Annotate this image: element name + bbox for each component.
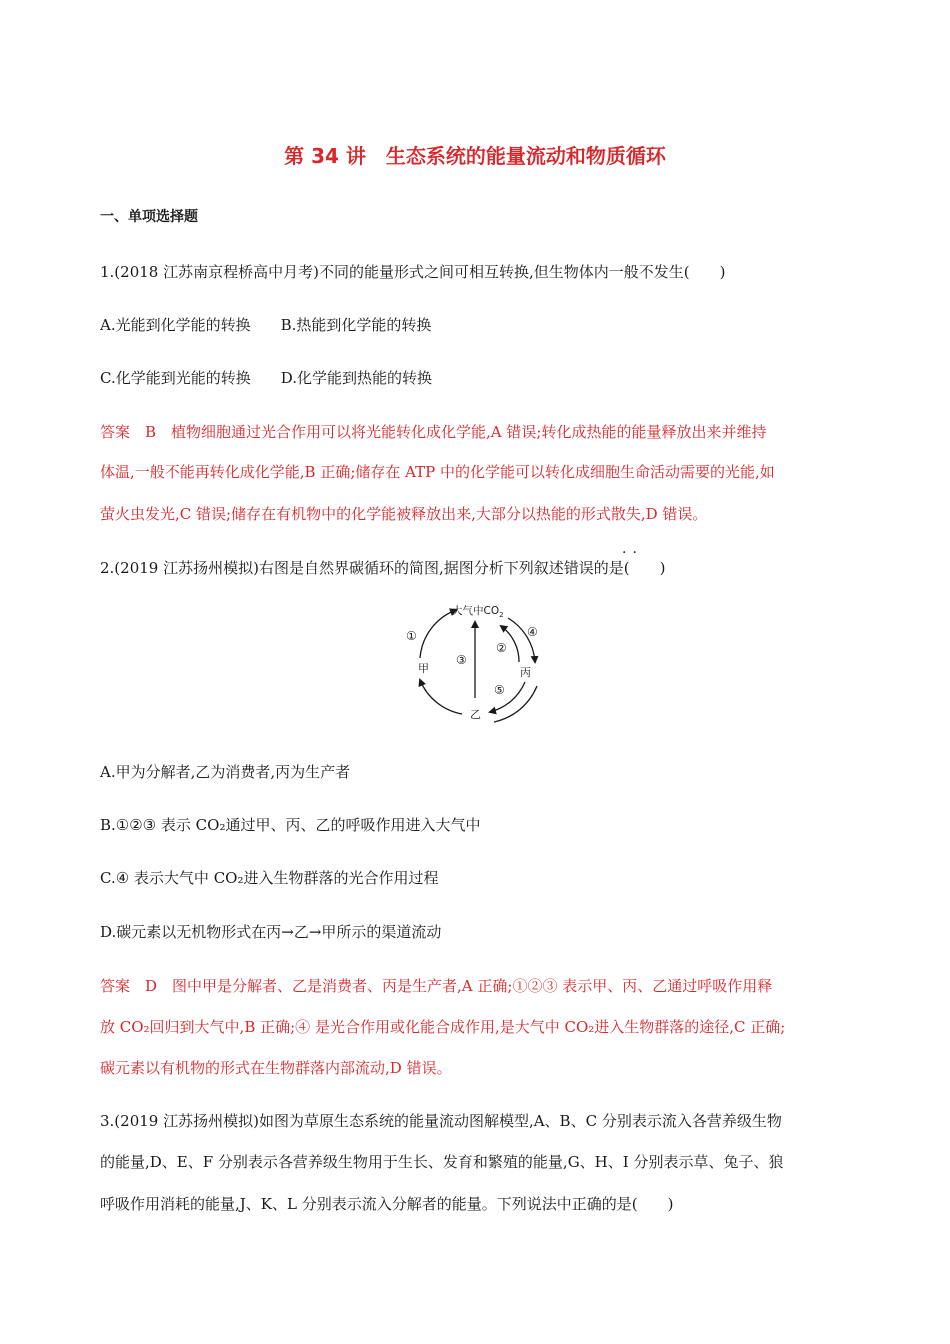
question-2-stem: 2.(2019 江苏扬州模拟)右图是自然界碳循环的简图,据图分析下列叙述错误的是( ) bbox=[100, 559, 666, 577]
arrow-1 bbox=[420, 610, 456, 658]
q2-answer-line-2: 放 CO₂回归到大气中,B 正确;④ 是光合作用或化能合成作用,是大气中 CO₂进入生物群落的途径,C 正确; bbox=[100, 1018, 786, 1036]
marker-2: ② bbox=[496, 641, 507, 655]
arrow-yi-to-jia bbox=[420, 680, 462, 714]
node-jia: 甲 bbox=[418, 662, 429, 675]
node-yi: 乙 bbox=[470, 708, 481, 721]
section-heading: 一、单项选择题 bbox=[100, 209, 198, 225]
carbon-cycle-diagram bbox=[390, 596, 560, 726]
marker-1: ① bbox=[406, 629, 417, 643]
q1-option-b: B.热能到化学能的转换 bbox=[280, 316, 432, 334]
q2-option-d: D.碳元素以无机物形式在丙→乙→甲所示的渠道流动 bbox=[100, 923, 442, 941]
question-1-stem: 1.(2018 江苏南京程桥高中月考)不同的能量形式之间可相互转换,但生物体内一般不发生( ) bbox=[100, 263, 726, 281]
q2-option-c: C.④ 表示大气中 CO₂进入生物群落的光合作用过程 bbox=[100, 869, 439, 887]
q3-line-2: 的能量,D、E、F 分别表示各营养级生物用于生长、发育和繁殖的能量,G、H、I 分别表示草、兔子、狼 bbox=[100, 1153, 784, 1171]
page-title: 第 34 讲 生态系统的能量流动和物质循环 bbox=[284, 144, 666, 168]
label-atmosphere-co2: 大气中$CO_2$ bbox=[452, 605, 504, 619]
q1-option-c: C.化学能到光能的转换 bbox=[100, 369, 251, 387]
q2-answer-line-1: 答案 D 图中甲是分解者、乙是消费者、丙是生产者,A 正确;①②③ 表示甲、丙、乙通过呼吸作用释 bbox=[100, 977, 773, 995]
q2-option-a: A.甲为分解者,乙为消费者,丙为生产者 bbox=[100, 763, 351, 781]
question-1-options-row-2 bbox=[100, 368, 432, 388]
q1-answer-line-2: 体温,一般不能再转化成化学能,B 正确;储存在 ATP 中的化学能可以转化成细胞生命活动需要的光能,如 bbox=[100, 463, 775, 481]
q2-option-b: B.①②③ 表示 CO₂通过甲、丙、乙的呼吸作用进入大气中 bbox=[100, 816, 481, 834]
marker-3: ③ bbox=[456, 653, 467, 667]
marker-5: ⑤ bbox=[494, 683, 505, 697]
question-1-options-row-1 bbox=[100, 315, 431, 335]
q1-answer-line-3: 萤火虫发光,C 错误;储存在有机物中的化学能被释放出来,大部分以热能的形式散失,D 错误。 bbox=[100, 505, 708, 523]
q1-option-d: D.化学能到热能的转换 bbox=[280, 369, 432, 387]
node-bing: 丙 bbox=[520, 666, 531, 679]
q3-line-3: 呼吸作用消耗的能量,J、K、L 分别表示流入分解者的能量。下列说法中正确的是( ) bbox=[100, 1195, 674, 1213]
q2-answer-line-3: 碳元素以有机物的形式在生物群落内部流动,D 错误。 bbox=[100, 1059, 452, 1077]
q1-option-a: A.光能到化学能的转换 bbox=[100, 316, 251, 334]
marker-4: ④ bbox=[527, 625, 538, 639]
q3-line-1: 3.(2019 江苏扬州模拟)如图为草原生态系统的能量流动图解模型,A、B、C 分别表示流入各营养级生物 bbox=[100, 1112, 782, 1130]
emphasis-dots: ·· bbox=[622, 545, 643, 561]
q1-answer-line-1: 答案 B 植物细胞通过光合作用可以将光能转化成化学能,A 错误;转化成热能的能量释放出来并维持 bbox=[100, 423, 767, 441]
